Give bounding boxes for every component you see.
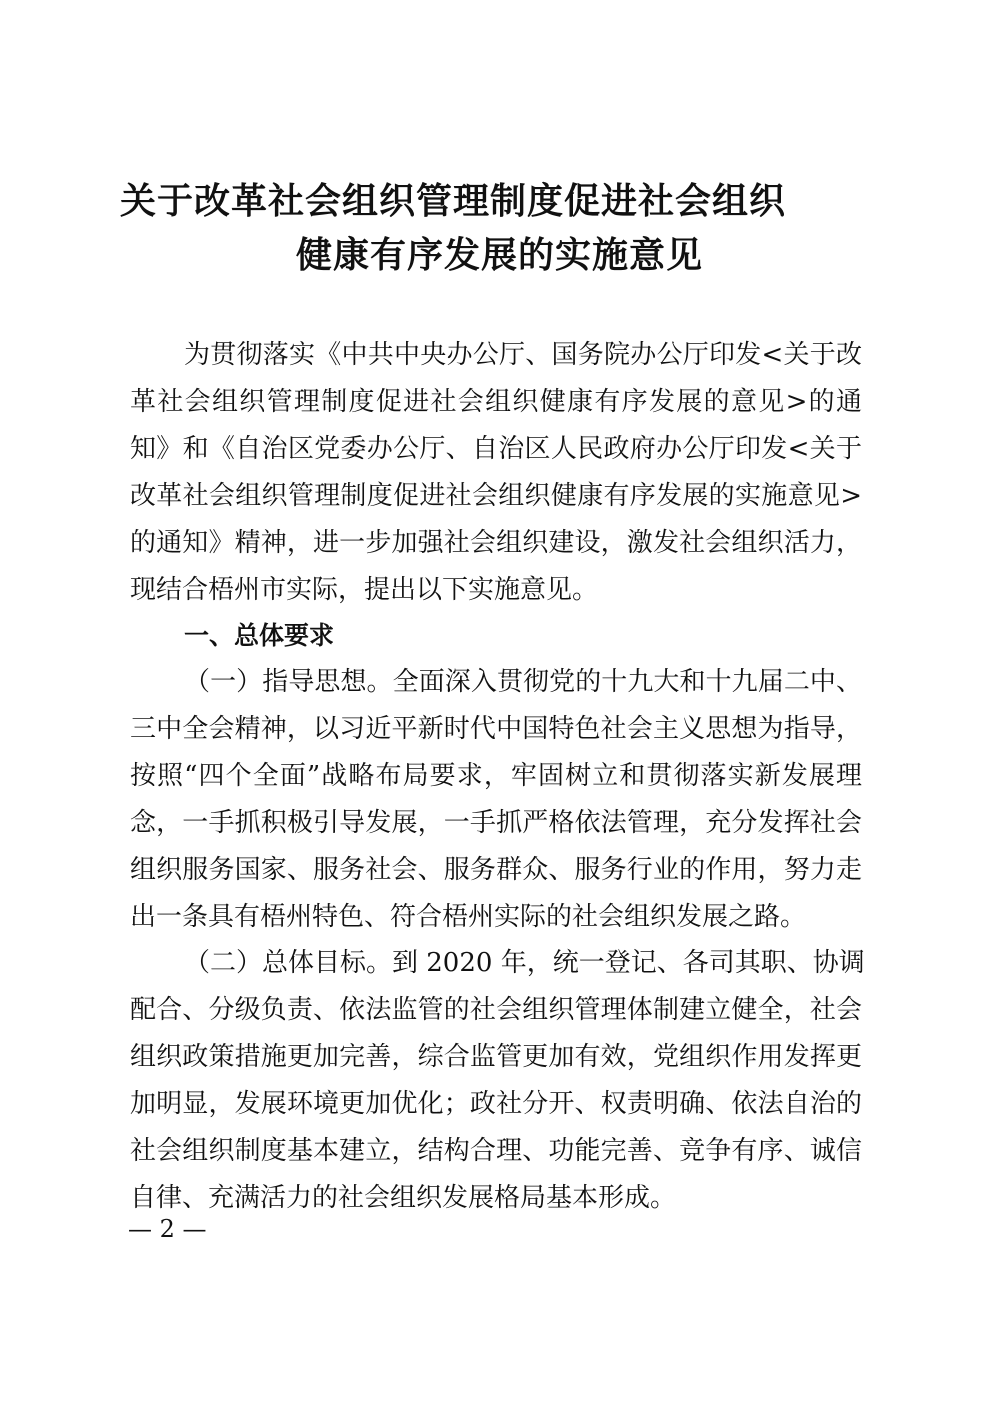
paragraph-line: 组织政策措施更加完善，综合监管更加有效，党组织作用发挥更	[130, 1042, 862, 1072]
paragraph-line: 念，一手抓积极引导发展，一手抓严格依法管理，充分发挥社会	[130, 808, 862, 838]
section-heading: 一、总体要求	[184, 621, 335, 650]
document-title-line-1: 关于改革社会组织管理制度促进社会组织	[120, 181, 787, 222]
intro-line: 现结合梧州市实际，提出以下实施意见。	[130, 575, 599, 605]
intro-line: 革社会组织管理制度促进社会组织健康有序发展的意见>的通	[130, 387, 862, 417]
paragraph-line: 自律、充满活力的社会组织发展格局基本形成。	[130, 1183, 677, 1213]
intro-line: 为贯彻落实《中共中央办公厅、国务院办公厅印发<关于改	[184, 340, 862, 370]
paragraph-line: （一）指导思想。全面深入贯彻党的十九大和十九届二中、	[184, 667, 862, 697]
paragraph-line: 三中全会精神，以习近平新时代中国特色社会主义思想为指导，	[130, 714, 862, 744]
page-number: — 2 —	[128, 1215, 207, 1243]
paragraph-line: 配合、分级负责、依法监管的社会组织管理体制建立健全，社会	[130, 995, 862, 1025]
paragraph-line: 组织服务国家、服务社会、服务群众、服务行业的作用，努力走	[130, 855, 862, 885]
paragraph-line: 社会组织制度基本建立，结构合理、功能完善、竞争有序、诚信	[130, 1136, 862, 1166]
intro-line: 的通知》精神，进一步加强社会组织建设，激发社会组织活力，	[130, 528, 862, 558]
intro-line: 知》和《自治区党委办公厅、自治区人民政府办公厅印发<关于	[130, 434, 862, 464]
intro-line: 改革社会组织管理制度促进社会组织健康有序发展的实施意见>	[130, 481, 862, 511]
paragraph-line: 出一条具有梧州特色、符合梧州实际的社会组织发展之路。	[130, 902, 807, 932]
paragraph-line: 加明显，发展环境更加优化；政社分开、权责明确、依法自治的	[130, 1089, 862, 1119]
paragraph-line: 按照“四个全面”战略布局要求，牢固树立和贯彻落实新发展理	[130, 761, 862, 791]
document-title-line-2: 健康有序发展的实施意见	[296, 235, 704, 276]
paragraph-line: （二）总体目标。到 2020 年，统一登记、各司其职、协调	[184, 948, 865, 978]
